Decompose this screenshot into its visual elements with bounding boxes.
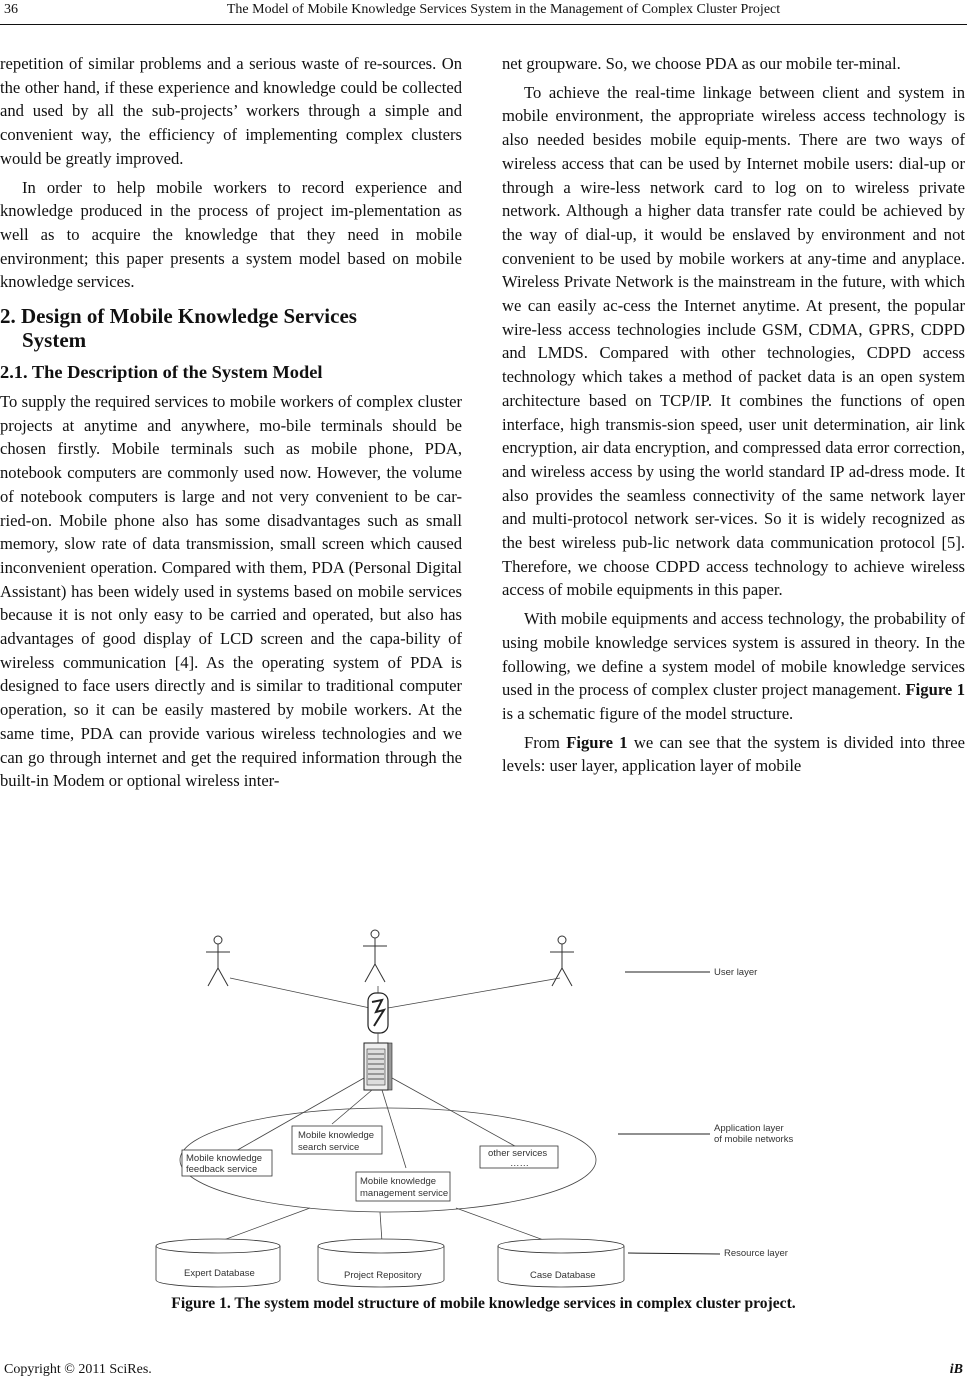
running-title: The Model of Mobile Knowledge Services System in the Management of Complex Cluster Project [226,2,781,17]
journal-abbreviation: iB [949,1362,963,1377]
paragraph: To achieve the real-time linkage between client and system in mobile environment, the appropriate wireless access technology is also needed besides mobile equip-ments. There are two ways of wireless access that can be used by Internet mobile users: dial-up or through a wire-less network card to log on to wireless private network. Although a higher data transfer rate could be achieved by the way of dial-up, it would be enslaved by environment and not convenient to be used by mobile workers at any-time and anyplace. Wireless Private Network is the mainstream in the future, with which we can easily ac-cess the Internet anytime. At present, the popular wire-less access technologies include GSM, CDMA, GPRS, CDPD and LMDS. Compared with other technologies, CDPD access technology which takes a method of packet data is an open system architecture based on TCP/IP. It combines the functions of open interface, high transmis-sion speed, user unit determination, air link encryption, air data encryption, and compressed data error correction, and wireless access by using the world standard IP ad-dress mode. It also provides the seamless connectivity of the same network layer and multi-protocol network ser-vices. So it is widely recognized as the best wireless pub-lic network data communication protocol [5]. Therefore, we choose CDPD access technology to achieve wireless access of mobile equipments in this paper. [502,82,965,600]
paragraph: repetition of similar problems and a serious waste of re-sources. On the other hand, if these experience and knowledge could be collected and used by all the sub-projects’ workers through a simple and convenient way, the efficiency of implementing complex clusters would be greatly improved. [0,54,462,168]
service-label: other services [488,1148,548,1159]
server-icon [364,1043,392,1090]
paragraph: In order to help mobile workers to record experience and knowledge produced in the process of project im-plementation as well as to acquire the knowledge that they need in mobile environment; this paper presents a system model based on mobile knowledge services. [0,177,462,292]
service-label: …… [510,1158,529,1169]
connector-line [388,978,560,1008]
service-label: Mobile knowledge [360,1176,437,1187]
user-figure-left [206,936,230,986]
paragraph: To supply the required services to mobile workers of complex cluster projects at anytime and anywhere, mo-bile terminals should be chosen firstly. Mobile terminals such as mobile phone, PDA, notebook computers are commonly used now. However, the volume of notebook computers is large and not very convenient to be car-ried-on. Mobile phone also has some disadvantages such as small memory, slow rate of data transmission, small screen which caused inconvenient operation. Compared with them, PDA (Personal Digital Assistant) has been widely used in systems based on mobile services because it is not only easy to be carried and operated, but also has advantages of good display of LCD screen and the capa-bility of wireless communication [4]. As the operating system of PDA is designed to face users directly and is similar to traditional computer operation, so it can be easily mastered by mobile workers. At the same time, PDA can provide various wireless technologies and we can go through internet and get the required information through the built-in Modem or optional wireless inter- [0,392,462,791]
section-heading [0,304,462,352]
user-figure-middle [363,930,387,982]
page-header [0,0,967,26]
paragraph: net groupware. So, we choose PDA as our mobile ter-minal. [502,54,901,73]
right-column [502,52,965,778]
text-run: From [524,732,567,752]
figure-reference: Figure 1 [905,680,965,700]
wireless-network-icon [368,993,388,1033]
figure-reference: Figure 1 [566,732,628,752]
database-project [318,1239,444,1287]
copyright-notice: Copyright © 2011 SciRes. [4,1362,152,1377]
database-label: Case Database [530,1270,596,1281]
service-label: search service [298,1142,360,1153]
paragraph [502,731,965,778]
connector-line [382,1090,406,1168]
database-label: Project Repository [344,1270,422,1281]
system-model-diagram [120,928,880,1298]
database-label: Expert Database [184,1268,255,1279]
database-case [498,1239,624,1287]
connector-line [380,1212,382,1242]
service-box-other [480,1146,558,1169]
figure-caption: Figure 1. The system model structure of mobile knowledge services in complex cluster project. [171,1295,796,1312]
service-label: Mobile knowledge [186,1153,263,1164]
connector-line [230,978,370,1008]
section-heading-line: 2. Design of Mobile Knowledge Services [0,304,357,329]
text-run: we can see that the system is divided into three levels: user layer, application layer of mobile [502,732,966,776]
application-layer-label: of mobile networks [714,1134,794,1145]
service-label: feedback service [186,1164,258,1175]
page-number: 36 [4,2,18,17]
application-layer-label: Application layer [714,1123,784,1134]
user-layer-label: User layer [714,967,758,978]
service-box-management [356,1172,450,1201]
connector-line [332,1090,372,1124]
left-column [0,52,462,793]
layer-indicator-line [628,1253,720,1254]
figure-1 [120,928,880,1298]
user-figure-right [550,936,574,986]
database-expert [156,1239,280,1287]
paragraph [502,607,965,726]
service-label: Mobile knowledge [298,1130,375,1141]
page-footer [0,1362,967,1382]
connector-line [392,1078,522,1150]
resource-layer-label: Resource layer [724,1248,788,1259]
section-heading-line: System [22,328,87,353]
header-rule [0,24,967,25]
text-run: is a schematic figure of the model structure. [502,703,794,723]
text-run: With mobile equipments and access technology, the probability of using mobile knowledge services system is assured in theory. In the following, we define a system model of mobile knowledge services used in the process of complex cluster project management. [502,609,965,700]
service-label: management service [360,1188,449,1199]
service-box-feedback [182,1150,272,1176]
subsection-heading: 2.1. The Description of the System Model [0,362,323,383]
service-box-search [292,1126,382,1154]
